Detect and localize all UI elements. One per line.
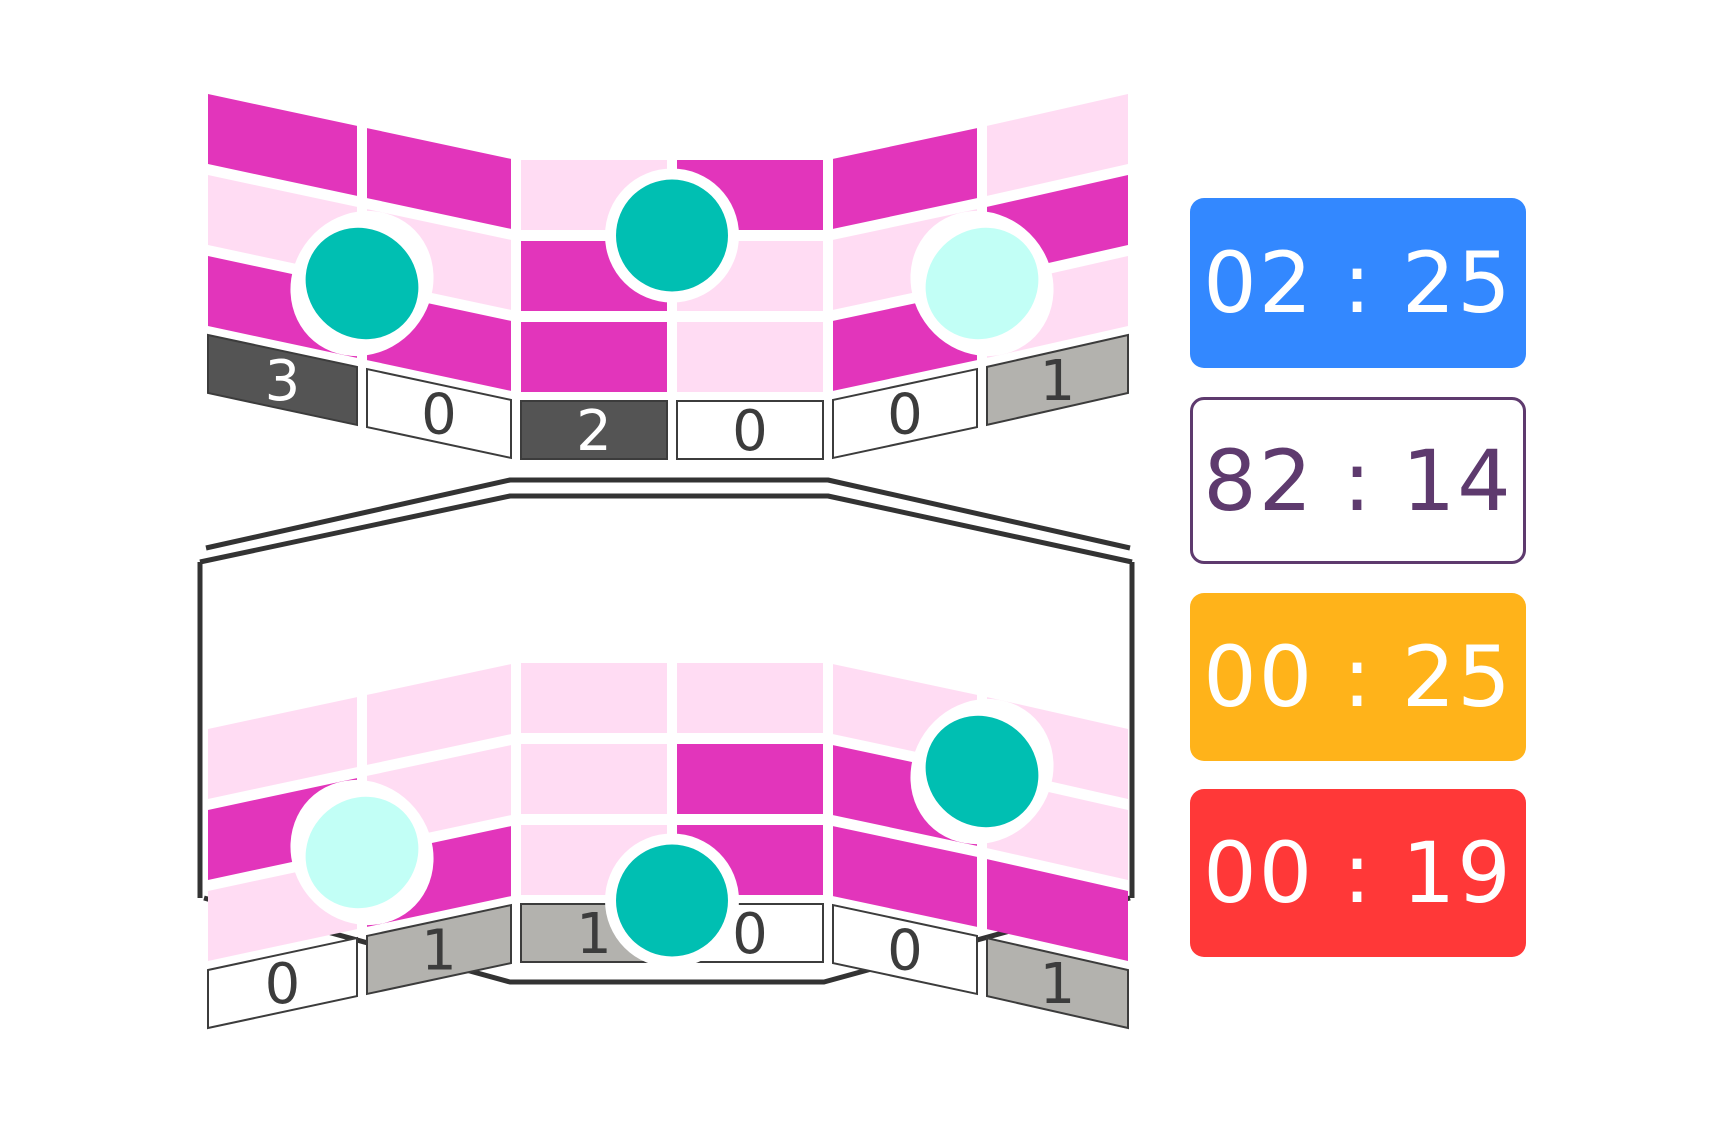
timer-white: 82 : 14 [1190, 397, 1526, 564]
clue-number: 0 [887, 382, 923, 448]
clue-number: 3 [264, 348, 301, 414]
clue-number: 2 [576, 399, 612, 464]
peg[interactable] [616, 180, 728, 292]
clue-number: 1 [1039, 348, 1076, 414]
clue-number: 0 [732, 399, 768, 464]
grid-cell[interactable] [521, 744, 667, 814]
clue-number: 0 [421, 382, 457, 448]
clue-number: 0 [732, 902, 768, 967]
clue-number: 1 [1039, 952, 1076, 1018]
clue-number: 0 [887, 918, 923, 984]
clue-number: 0 [264, 952, 301, 1018]
grid-cell[interactable] [677, 322, 823, 392]
timer-blue: 02 : 25 [1190, 198, 1526, 368]
lower-ring [208, 663, 1128, 1028]
peg[interactable] [616, 845, 728, 957]
upper-ring [208, 94, 1128, 464]
clue-number: 1 [576, 902, 612, 967]
grid-cell[interactable] [677, 663, 823, 733]
timer-red: 00 : 19 [1190, 789, 1526, 957]
upper-ring-base [206, 480, 1130, 548]
grid-cell[interactable] [521, 663, 667, 733]
grid-cell[interactable] [521, 322, 667, 392]
clue-number: 1 [421, 918, 457, 984]
grid-cell[interactable] [677, 744, 823, 814]
timer-orange: 00 : 25 [1190, 593, 1526, 761]
